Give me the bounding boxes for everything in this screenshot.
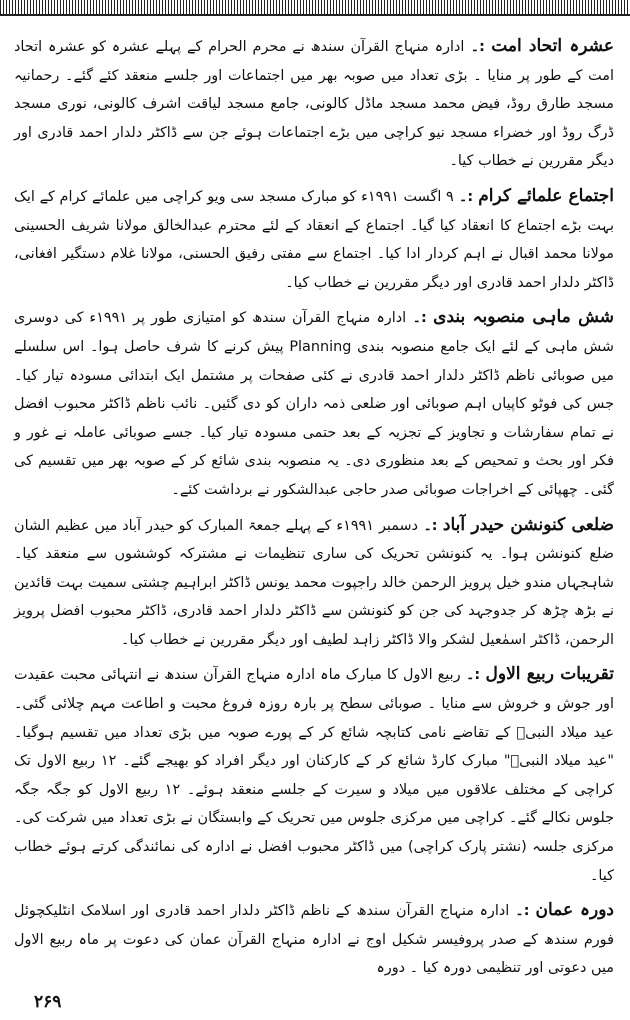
section-body: ادارہ منہاج القرآن سندھ نے محرم الحرام کے پہلے عشرہ کو عشرہ اتحاد امت کے طور پر منایا ۔ بڑی تعداد میں صوبہ بھر میں اجتماعات اور جلسے منعقد کئے گئے۔ رحمانیہ مسجد طارق روڈ، فیض محمد مسجد ماڈل کالونی، جامع مسجد لیاقت اشرف کالونی، نوری مسجد ڈرگ روڈ اور خضراء مسجد نیو کراچی میں بڑے اجتماعات ہوئے جن سے ڈاکٹر دلدار احمد قادری اور دیگر مقررین نے خطاب کیا۔ [14,39,614,170]
section-heading: اجتماع علمائے کرام [478,185,615,206]
section-daura-oman [14,896,614,983]
heading-separator: :۔ [453,188,479,205]
page-number: ۲۶۹ [34,992,62,1012]
heading-separator: :۔ [460,667,486,684]
heading-separator: :۔ [406,310,434,327]
section-body: ادارہ منہاج القرآن سندھ کے ناظم ڈاکٹر دلدار احمد قادری اور اسلامک انٹلیکچوئل فورم سندھ کے صدر پروفیسر شکیل اوج نے ادارہ منہاج القرآن عمان کی دعوت پر ماہ ربیع الاول میں دعوتی اور تنظیمی دورہ کیا ۔ دورہ [14,903,614,977]
section-body: ادارہ منہاج القرآن سندھ کو امتیازی طور پر ۱۹۹۱ء کی دوسری شش ماہی کے لئے ایک جامع منصوبہ بندی Planning پیش کرنے کا شرف حاصل ہوا۔ اس سلسلے میں صوبائی ناظم ڈاکٹر دلدار احمد قادری نے کئی صفحات پر مشتمل ایک ابتدائی مسودہ تیار کیا۔ جس کی فوٹو کاپیاں اہم صوبائی اور ضلعی ذمہ داران کو دی گئیں۔ نائب ناظم ڈاکٹر محبوب افضل نے تمام سفارشات و تجاویز کے تجزیہ کے بعد حتمی مسودہ تیار کیا۔ جسے صوبائی عاملہ نے غور و فکر اور بحث و تمحیص کے بعد منظوری دی۔ یہ منصوبہ بندی شائع کر کے صوبہ بھر میں تقسیم کی گئی۔ چھپائی کے اخراجات صوبائی صدر حاجی عبدالشکور نے برداشت کئے۔ [14,310,614,498]
section-shash-mahi-mansooba [14,303,614,504]
top-decorative-rule [0,0,630,16]
section-heading: دورہ عمان [535,900,614,921]
section-taqreebat-rabi-ul-awwal [14,660,614,890]
section-body: ۹ اگست ۱۹۹۱ء کو مبارک مسجد سی ویو کراچی میں علمائے کرام کے ایک بہت بڑے اجتماع کا انعقاد کیا گیا۔ اجتماع کے انعقاد کے لئے محترم عبدالخالق مولانا شریف الحسینی مولانا محمد اقبال نے اہم کردار ادا کیا۔ اجتماع سے مفتی رفیق الحسنی، مولانا غلام دستگیر افغانی، ڈاکٹر دلدار احمد قادری اور دیگر مقررین نے خطاب کیا۔ [14,188,614,291]
section-heading: ضلعی کنونشن حیدر آباد [442,514,614,535]
section-ashra-ittehad-ummat [14,32,614,176]
page-content [14,32,614,989]
heading-separator: :۔ [418,517,443,534]
section-heading: تقریبات ربیع الاول [485,664,614,685]
heading-separator: :۔ [464,39,492,55]
section-body: ربیع الاول کا مبارک ماہ ادارہ منہاج القرآن سندھ نے انتہائی محبت عقیدت اور جوش و خروش سے منایا ۔ صوبائی سطح پر بارہ روزہ فروغ محبت و اطاعت مہم چلائی گئی۔ عید میلاد النبیؐ کے تقاضے نامی کتابچہ شائع کر کے پورے صوبہ میں بڑی تعداد میں تقسیم ہوگیا۔ "عید میلاد النبیؐ" مبارک کارڈ شائع کر کے کارکنان اور دیگر افراد کو بھیجے گئے۔ ۱۲ ربیع الاول تک کراچی کے مختلف علاقوں میں میلاد و سیرت کے جلسے منعقد ہوئے۔ ۱۲ ربیع الاول کو جگہ جگہ جلوس نکالے گئے۔ کراچی میں مرکزی جلوس میں تحریک کے وابستگان نے بڑی تعداد میں شرکت کی۔ مرکزی جلسہ (نشتر پارک کراچی) میں ڈاکٹر محبوب افضل نے ادارہ کی نمائندگی کرتے ہوئے خطاب کیا۔ [14,667,614,884]
section-zilai-convention-hyderabad [14,511,614,655]
section-heading: شش ماہی منصوبہ بندی [433,307,614,328]
section-heading: عشرہ اتحاد امت [491,36,614,56]
section-body: دسمبر ۱۹۹۱ء کے پہلے جمعۃ المبارک کو حیدر آباد میں عظیم الشان ضلع کنونشن ہوا۔ یہ کنونشن تحریک کی ساری تنظیمات نے مشترکہ کوششوں سے منعقد کیا۔ شاہجہاں مندو خیل پرویز الرحمن خالد راجپوت محمد یونس ڈاکٹر ابراہیم چشتی سمیت بہت قائدین نے بڑھ چڑھ کر جدوجہد کی جن کو کنونشن سے ڈاکٹر دلدار احمد قادری، ڈاکٹر محبوب افضل پرویز الرحمن، ڈاکٹر اسمٰعیل لشکر والا ڈاکٹر زاہد لطیف اور دیگر مقررین نے خطاب کیا۔ [14,517,614,648]
heading-separator: :۔ [509,903,536,920]
section-ijtema-ulama [14,182,614,297]
